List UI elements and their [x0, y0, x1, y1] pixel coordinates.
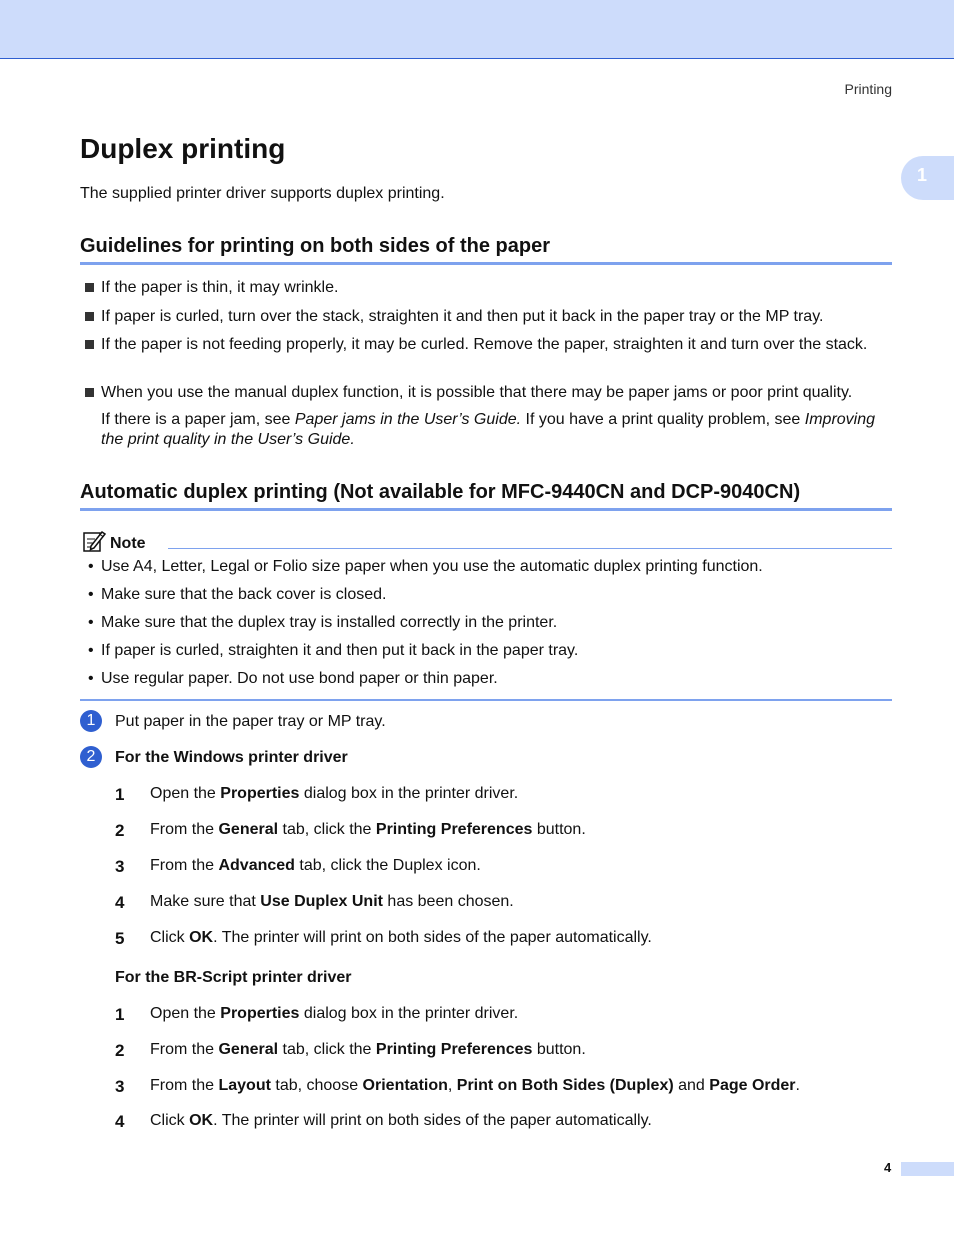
substep-number: 1 — [115, 1005, 125, 1024]
paper-jam-paragraph: If there is a paper jam, see Paper jams in the User’s Guide. If you have a print quality problem, see Improving the print quality in the User’s Guide. — [101, 411, 876, 448]
guidelines-heading: Guidelines for printing on both sides of the paper — [80, 235, 892, 265]
br-script-heading: For the BR-Script printer driver — [115, 969, 352, 986]
square-bullet-icon — [85, 283, 94, 292]
chapter-number: 1 — [917, 165, 928, 185]
substep-text: From the Advanced tab, click the Duplex icon. — [150, 857, 481, 874]
step-1-text: Put paper in the paper tray or MP tray. — [115, 713, 386, 730]
automatic-duplex-heading: Automatic duplex printing (Not available for MFC-9440CN and DCP-9040CN) — [80, 481, 892, 511]
note-pencil-icon — [82, 529, 106, 553]
note-bottom-divider — [80, 699, 892, 701]
note-divider — [168, 548, 892, 549]
substep-text: From the Layout tab, choose Orientation, Print on Both Sides (Duplex) and Page Order. — [150, 1077, 800, 1094]
substep-number: 1 — [115, 785, 125, 804]
substep-text: Click OK. The printer will print on both sides of the paper automatically. — [150, 1112, 652, 1129]
substep-text: From the General tab, click the Printing Preferences button. — [150, 1041, 586, 1058]
square-bullet-icon — [85, 312, 94, 321]
running-title: Printing — [844, 81, 892, 97]
header-band — [0, 0, 954, 59]
substep-text: Click OK. The printer will print on both sides of the paper automatically. — [150, 929, 652, 946]
substep-number: 2 — [115, 821, 125, 840]
note-label: Note — [110, 535, 146, 552]
substep-number: 3 — [115, 1077, 125, 1096]
substep-number: 4 — [115, 1112, 125, 1131]
substep-text: Make sure that Use Duplex Unit has been chosen. — [150, 893, 514, 910]
page-number-bar — [901, 1162, 954, 1176]
substep-text: Open the Properties dialog box in the printer driver. — [150, 785, 519, 802]
square-bullet-icon — [85, 388, 94, 397]
page-number: 4 — [884, 1160, 892, 1175]
step-marker-1: 1 — [80, 710, 102, 732]
chapter-tab — [901, 156, 954, 200]
substep-text: Open the Properties dialog box in the printer driver. — [150, 1005, 519, 1022]
square-bullet-icon — [85, 340, 94, 349]
substep-number: 2 — [115, 1041, 125, 1060]
page-title: Duplex printing — [80, 133, 286, 164]
substep-text: From the General tab, click the Printing Preferences button. — [150, 821, 586, 838]
step-2-heading: For the Windows printer driver — [115, 749, 348, 766]
substep-number: 5 — [115, 929, 125, 948]
paper-jams-reference: Paper jams in the User’s Guide. — [294, 411, 522, 428]
substep-number: 4 — [115, 893, 125, 912]
intro-text: The supplied printer driver supports duplex printing. — [80, 185, 445, 202]
substep-number: 3 — [115, 857, 125, 876]
step-marker-2: 2 — [80, 746, 102, 768]
print-quality-reference: Improving the print quality in the User’s Guide. — [101, 411, 876, 448]
